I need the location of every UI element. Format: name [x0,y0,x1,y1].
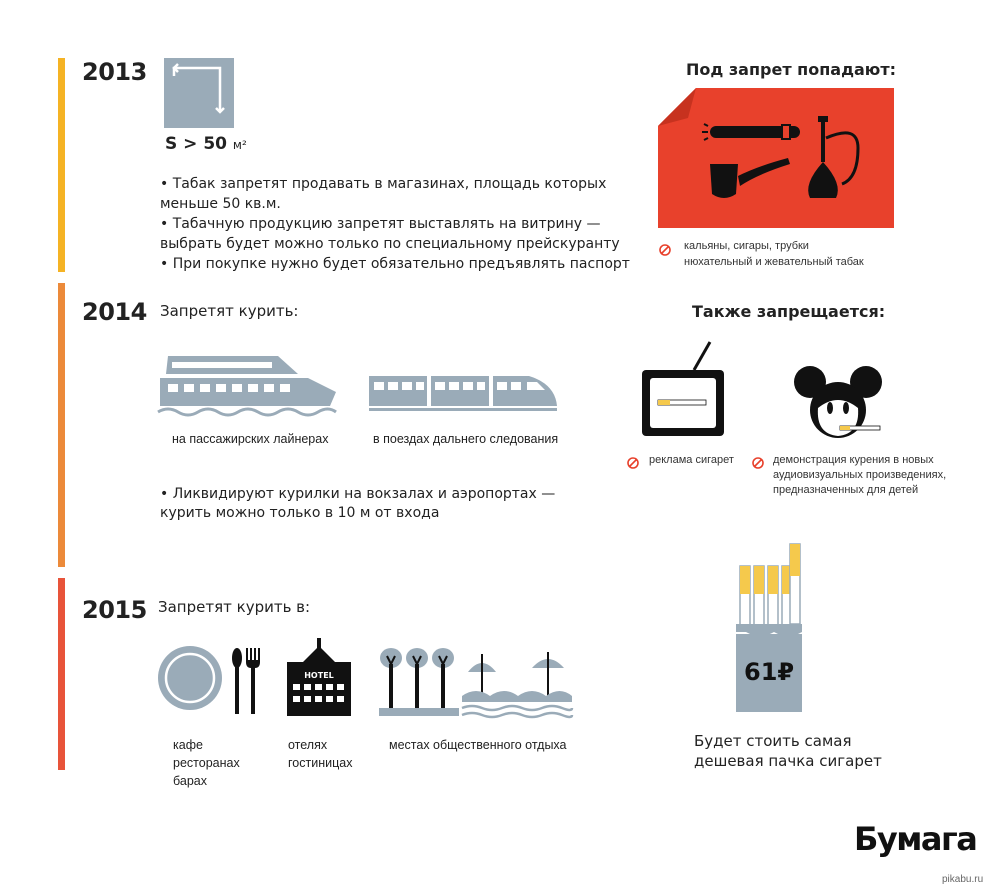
ship-caption: на пассажирских лайнерах [172,432,329,446]
timeline-bar-2014 [58,283,65,567]
area-unit: м² [232,138,247,152]
hotel-caption-1: отелях [288,738,328,752]
places-caption: местах общественного отдыха [389,738,567,752]
rule-2013-line5: • При покупке нужно будет обязательно предъявлять паспорт [160,256,630,272]
mouse-icon [794,364,884,440]
also-title: Также запрещается: [692,302,886,321]
trees-icon [379,648,459,718]
no-symbol-icon [752,457,764,469]
beach-icon [462,650,572,720]
brand-logo: Бумага [854,820,977,858]
timeline-bar-2015 [58,578,65,770]
rule-2013-line1: • Табак запретят продавать в магазинах, площадь которых [160,176,607,192]
watermark: pikabu.ru [942,874,984,885]
banned-title: Под запрет попадают: [686,60,897,79]
year-2014: 2014 [82,298,147,326]
demo-line2: аудиовизуальных произведениях, [773,469,947,481]
year-2015: 2015 [82,596,147,624]
rule-2013-line2: меньше 50 кв.м. [160,196,281,212]
cigarettes [740,544,800,630]
train-caption: в поездах дальнего следования [373,432,559,446]
rule-2013-line4: выбрать будет можно только по специальному прейскуранту [160,236,620,252]
year-2013: 2013 [82,58,147,86]
plate-cutlery-icon [158,646,258,716]
demo-line1: демонстрация курения в новых [773,454,934,466]
rule-2014-line2: курить можно только в 10 м от входа [160,505,440,521]
ad-caption: реклама сигарет [649,454,734,466]
price-value: 61₽ [744,658,795,686]
cafe-caption-3: барах [173,774,207,788]
price-line1: Будет стоить самая [694,732,852,750]
banned-items-card [658,88,894,228]
hotel-icon [287,638,351,716]
cafe-caption-2: ресторанах [173,756,240,770]
no-symbol-icon [627,457,639,469]
tv-icon [640,338,730,438]
demo-line3: предназначенных для детей [773,484,919,496]
timeline-bar-2013 [58,58,65,272]
subtitle-2014: Запретят курить: [160,302,299,320]
area-value: S > 50 [165,134,227,154]
cafe-caption-1: кафе [173,738,203,752]
cigar-icon [702,124,800,140]
ship-icon [158,356,338,420]
area-square-icon [164,58,234,128]
cigarette-pack-icon [736,542,806,712]
area-label [165,134,247,154]
banned-line1: кальяны, сигары, трубки [684,240,809,252]
banned-line2: нюхательный и жевательный табак [684,256,864,268]
no-symbol-icon [659,244,671,256]
price-line2: дешевая пачка сигарет [694,752,882,770]
rule-2014-line1: • Ликвидируют курилки на вокзалах и аэропортах — [160,486,556,502]
train-icon [369,376,559,412]
rule-2013-line3: • Табачную продукцию запретят выставлять на витрину — [160,216,601,232]
hotel-caption-2: гостиницах [288,756,353,770]
hotel-sign: HOTEL [304,671,334,680]
subtitle-2015: Запретят курить в: [158,598,311,616]
